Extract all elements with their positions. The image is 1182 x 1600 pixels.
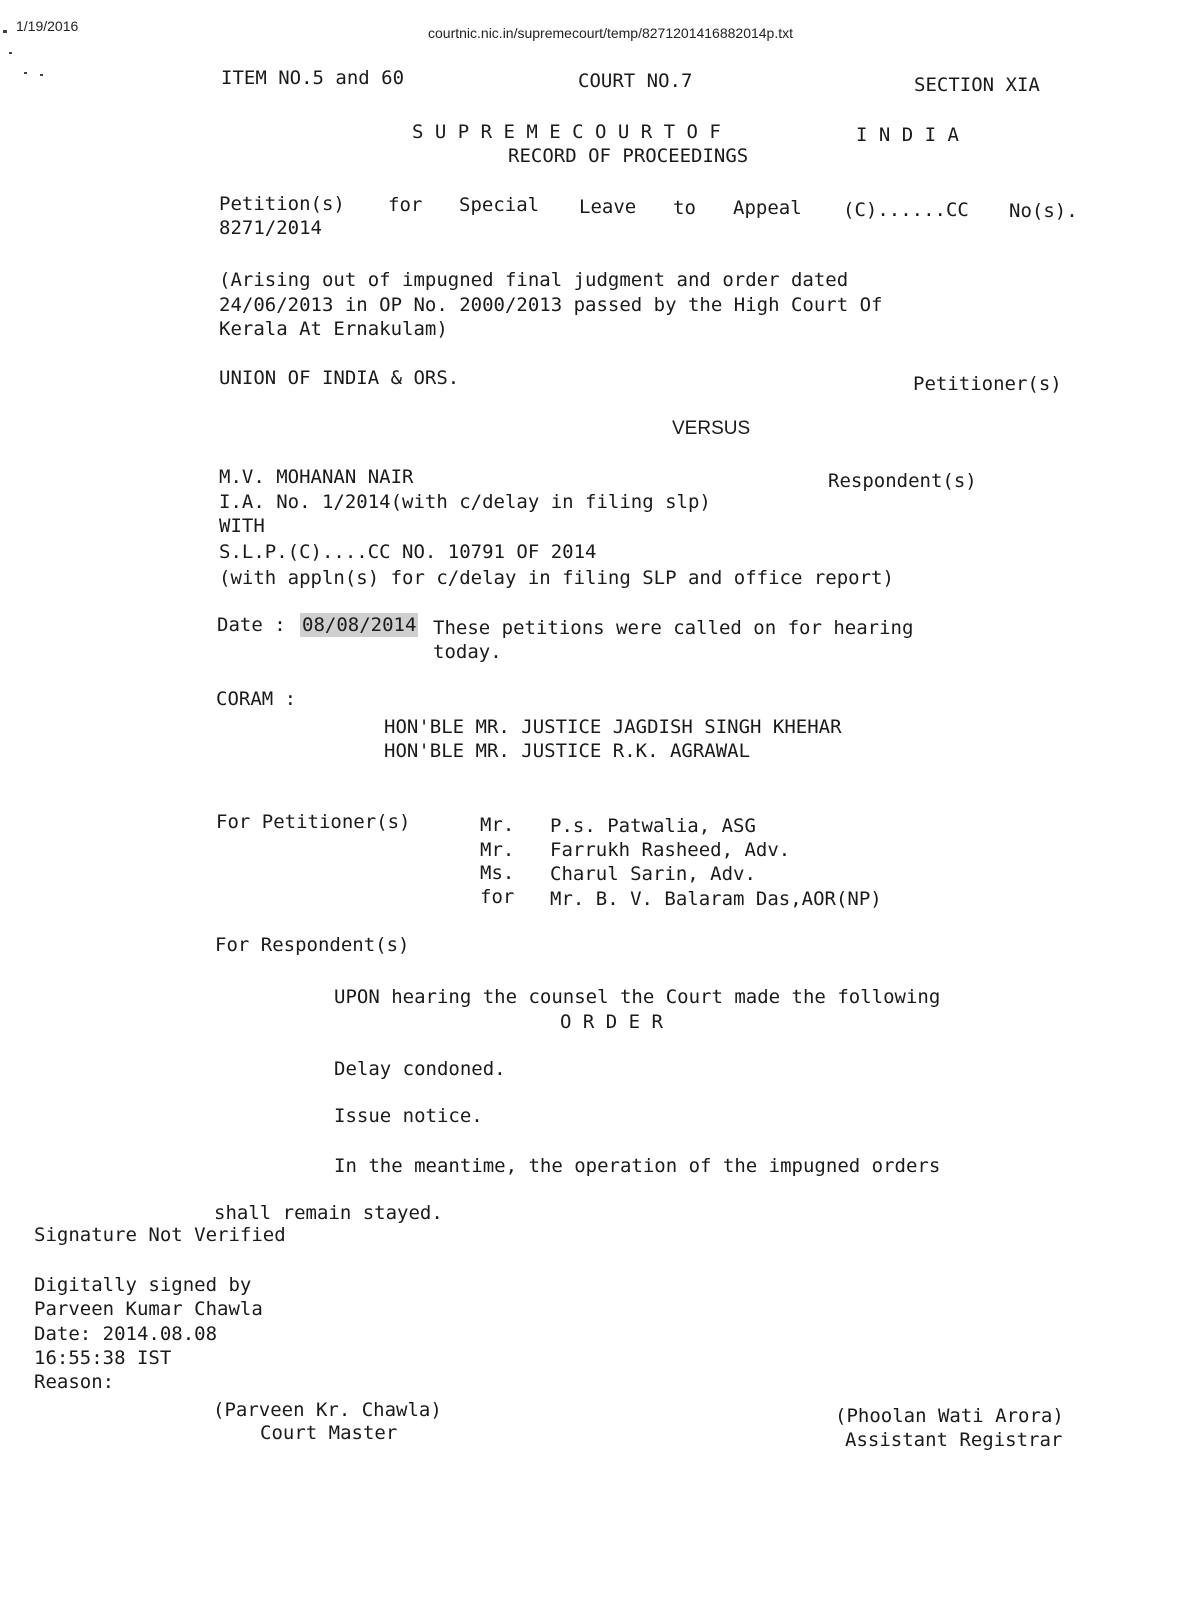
respondent-label: Respondent(s) <box>828 470 977 492</box>
signature-line: 16:55:38 IST <box>34 1347 172 1369</box>
court-master-name: (Parveen Kr. Chawla) <box>213 1399 442 1421</box>
signature-line: Parveen Kumar Chawla <box>34 1298 263 1320</box>
petition-number: 8271/2014 <box>219 217 322 239</box>
item-number: ITEM NO.5 and 60 <box>221 67 405 89</box>
coram-label: CORAM : <box>216 688 297 710</box>
application-line: I.A. No. 1/2014(with c/delay in filing slp) <box>219 491 711 513</box>
scan-speck <box>9 52 12 54</box>
scan-speck <box>40 74 43 76</box>
order-line: Issue notice. <box>334 1105 483 1127</box>
counsel-name: Farrukh Rasheed, Adv. <box>550 839 791 861</box>
petition-word: Petition(s) <box>219 193 345 215</box>
petition-word: Special <box>459 194 540 216</box>
hearing-text: These petitions were called on for hearing <box>433 617 914 639</box>
arising-line: (Arising out of impugned final judgment and order dated <box>219 269 849 291</box>
hearing-date-stamp: 08/08/2014 <box>302 614 417 636</box>
counsel-title: Mr. <box>480 814 515 836</box>
respondent-name: M.V. MOHANAN NAIR <box>219 466 414 488</box>
application-line: WITH <box>219 515 265 537</box>
section-label: SECTION XIA <box>914 74 1040 96</box>
court-name: S U P R E M E C O U R T O F <box>412 121 721 143</box>
court-master-title: Court Master <box>260 1422 398 1444</box>
scan-speck <box>3 30 7 33</box>
counsel-title: Mr. <box>480 839 515 861</box>
judge-name: HON'BLE MR. JUSTICE JAGDISH SINGH KHEHAR <box>384 716 842 738</box>
order-stay-line: In the meantime, the operation of the impugned orders <box>334 1155 941 1177</box>
arising-line: 24/06/2013 in OP No. 2000/2013 passed by the High Court Of <box>219 294 883 316</box>
print-date: 1/19/2016 <box>16 18 79 34</box>
petition-word: to <box>673 197 696 219</box>
record-title: RECORD OF PROCEEDINGS <box>508 145 749 167</box>
petition-word: for <box>388 194 423 216</box>
registrar-title: Assistant Registrar <box>845 1429 1063 1451</box>
counsel-name: Mr. B. V. Balaram Das,AOR(NP) <box>550 888 882 910</box>
judge-name: HON'BLE MR. JUSTICE R.K. AGRAWAL <box>384 740 751 762</box>
petition-word: Appeal <box>733 197 802 219</box>
registrar-name: (Phoolan Wati Arora) <box>835 1405 1064 1427</box>
order-stay-line: shall remain stayed. <box>214 1202 443 1224</box>
print-url: courtnic.nic.in/supremecourt/temp/8271201416882014p.txt <box>428 25 794 41</box>
order-line: Delay condoned. <box>334 1058 506 1080</box>
petition-word: (C)......CC <box>843 199 969 221</box>
for-respondent-label: For Respondent(s) <box>215 934 410 956</box>
date-label: Date : <box>217 614 286 636</box>
order-heading: O R D E R <box>560 1011 663 1033</box>
versus-label: VERSUS <box>672 418 751 439</box>
counsel-name: P.s. Patwalia, ASG <box>550 815 756 837</box>
counsel-title: for <box>480 886 515 908</box>
petitioner-label: Petitioner(s) <box>913 373 1062 395</box>
scan-speck <box>24 72 27 74</box>
signature-line: Reason: <box>34 1371 115 1393</box>
order-intro: UPON hearing the counsel the Court made the following <box>334 986 941 1008</box>
application-line: (with appln(s) for c/delay in filing SLP and office report) <box>219 567 894 589</box>
petition-word: Leave <box>579 196 637 218</box>
country-name: I N D I A <box>856 124 959 146</box>
application-line: S.L.P.(C)....CC NO. 10791 OF 2014 <box>219 541 597 563</box>
counsel-name: Charul Sarin, Adv. <box>550 863 756 885</box>
counsel-title: Ms. <box>480 862 515 884</box>
court-number: COURT NO.7 <box>578 70 693 92</box>
signature-status: Signature Not Verified <box>34 1224 286 1246</box>
for-petitioner-label: For Petitioner(s) <box>216 811 411 833</box>
petition-word: No(s). <box>1009 200 1078 222</box>
arising-line: Kerala At Ernakulam) <box>219 318 448 340</box>
hearing-text: today. <box>433 641 502 663</box>
signature-line: Date: 2014.08.08 <box>34 1323 218 1345</box>
signature-line: Digitally signed by <box>34 1274 252 1296</box>
petitioner-name: UNION OF INDIA & ORS. <box>219 367 460 389</box>
